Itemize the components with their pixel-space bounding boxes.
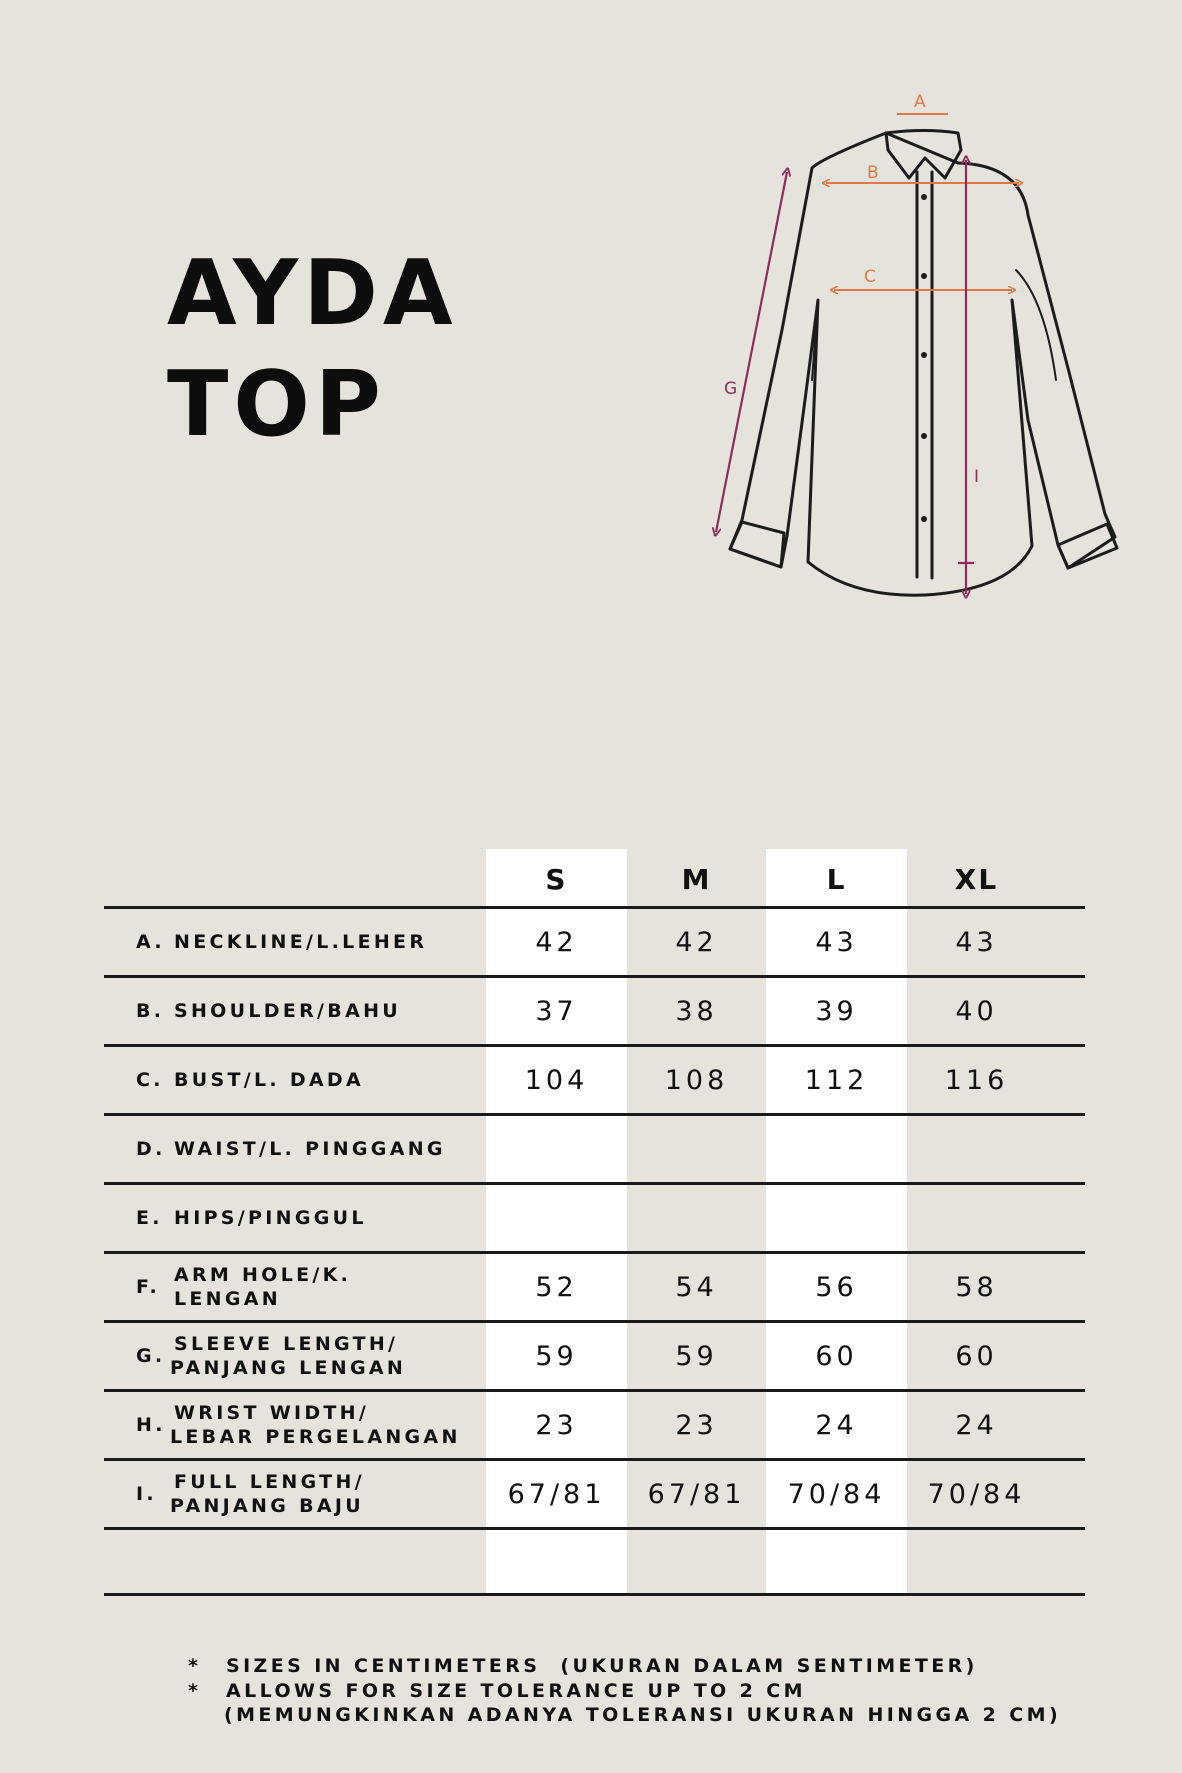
table-row: [104, 909, 1085, 975]
cell-xl: 43: [955, 926, 998, 958]
cell-xl: 24: [955, 1409, 998, 1441]
label-c: C: [864, 267, 876, 287]
row-code: F.: [136, 1276, 161, 1298]
table-row-empty: [104, 1530, 1085, 1596]
row-label: [136, 1323, 466, 1389]
cell-s: [486, 1116, 627, 1182]
row-name-line-1: SHOULDER/BAHU: [174, 1000, 402, 1022]
row-name: [174, 1263, 466, 1311]
cell-m: 54: [675, 1271, 718, 1303]
cell-s: 104: [524, 1064, 589, 1096]
cell-m: 67/81: [647, 1478, 746, 1510]
right-cuff: [1058, 524, 1117, 568]
note-text: SIZES IN CENTIMETERS (UKURAN DALAM SENTIMETER): [226, 1655, 978, 1677]
row-name-line-1: HIPS/PINGGUL: [174, 1207, 367, 1229]
cell-m: 59: [675, 1340, 718, 1372]
row-name-line-1: FULL LENGTH/: [174, 1471, 365, 1493]
label-a: A: [914, 92, 926, 112]
cell-m: [626, 1116, 767, 1182]
size-header-xl: XL: [954, 863, 999, 896]
cell-m: 108: [664, 1064, 729, 1096]
row-name: [170, 1332, 407, 1380]
row-name: [174, 1137, 446, 1161]
cell-s: 37: [535, 995, 578, 1027]
row-code: B.: [136, 1000, 165, 1022]
table-bottom-border: [104, 1593, 1085, 1596]
cell-l: 24: [815, 1409, 858, 1441]
cell-m: 38: [675, 995, 718, 1027]
cell-s: [486, 1530, 627, 1596]
row-name-line-1: NECKLINE/L.LEHER: [174, 931, 428, 953]
cell-l: 60: [815, 1340, 858, 1372]
row-name: [170, 1401, 461, 1449]
note-bullet: [188, 1703, 224, 1728]
row-label: [136, 1392, 466, 1458]
cell-s: 42: [535, 926, 578, 958]
label-b: B: [867, 163, 879, 183]
table-row: [104, 1392, 1085, 1458]
buttons: [921, 194, 927, 522]
cell-xl: 60: [955, 1340, 998, 1372]
cell-l: 70/84: [787, 1478, 886, 1510]
cell-l: 39: [815, 995, 858, 1027]
row-code: G.: [136, 1345, 166, 1367]
cell-s: 59: [535, 1340, 578, 1372]
product-title-line-2: TOP: [167, 352, 386, 457]
table-row: [104, 1185, 1085, 1251]
cell-xl: 70/84: [927, 1478, 1026, 1510]
cell-xl: 58: [955, 1271, 998, 1303]
row-name: [174, 1068, 364, 1092]
table-row: [104, 1116, 1085, 1182]
row-code: A.: [136, 931, 165, 953]
table-row: [104, 1047, 1085, 1113]
left-cuff: [730, 522, 784, 567]
right-seam: [1016, 270, 1056, 380]
row-label: [136, 1254, 466, 1320]
note-item: [188, 1679, 1061, 1704]
cell-l: 112: [804, 1064, 869, 1096]
table-row: [104, 1323, 1085, 1389]
row-label: [136, 1185, 466, 1251]
row-name-line-1: SLEEVE LENGTH/: [174, 1333, 399, 1355]
product-title: [167, 238, 458, 460]
row-name-line-1: WRIST WIDTH/: [174, 1402, 370, 1424]
shirt-outline: [730, 131, 1117, 596]
cell-l: 56: [815, 1271, 858, 1303]
row-name: [174, 999, 401, 1023]
row-code: H.: [136, 1414, 166, 1436]
cell-m: [626, 1185, 767, 1251]
note-bullet: *: [188, 1655, 202, 1677]
label-i: I: [974, 467, 980, 487]
table-row: [104, 978, 1085, 1044]
table-row: [104, 1461, 1085, 1527]
cell-s: 23: [535, 1409, 578, 1441]
cell-xl: [906, 1185, 1047, 1251]
cell-m: [626, 1530, 767, 1596]
row-name-line-2: LEBAR PERGELANGAN: [170, 1426, 461, 1448]
row-name: [170, 1470, 365, 1518]
row-name-line-1: BUST/L. DADA: [174, 1069, 364, 1091]
width-measurements: [826, 114, 1019, 290]
note-item: [188, 1654, 1061, 1679]
size-notes: [188, 1654, 1061, 1728]
length-measurements: [716, 160, 974, 594]
table-row: [104, 1254, 1085, 1320]
cell-m: 23: [675, 1409, 718, 1441]
row-name-line-1: ARM HOLE/K. LENGAN: [174, 1264, 352, 1310]
row-name-line-1: WAIST/L. PINGGANG: [174, 1138, 446, 1160]
row-name: [174, 930, 427, 954]
cell-s: [486, 1185, 627, 1251]
row-label: [136, 978, 466, 1044]
row-code: I.: [136, 1483, 157, 1505]
cell-l: [766, 1185, 907, 1251]
size-header-m: M: [681, 863, 712, 896]
cell-xl: [906, 1116, 1047, 1182]
note-text: ALLOWS FOR SIZE TOLERANCE UP TO 2 CM: [226, 1679, 806, 1702]
row-code: C.: [136, 1069, 164, 1091]
note-item: [188, 1703, 1061, 1728]
cell-l: [766, 1530, 907, 1596]
row-label: [136, 1116, 466, 1182]
row-label: [136, 1047, 466, 1113]
note-text: (MEMUNGKINKAN ADANYA TOLERANSI UKURAN HINGGA 2 CM): [224, 1704, 1062, 1726]
size-header-s: S: [545, 863, 568, 896]
row-code: D.: [136, 1138, 166, 1160]
cell-m: 42: [675, 926, 718, 958]
cell-l: 43: [815, 926, 858, 958]
label-g: G: [724, 379, 738, 399]
row-code: E.: [136, 1207, 163, 1229]
cell-s: 67/81: [507, 1478, 606, 1510]
row-label: [136, 1461, 466, 1527]
cell-xl: 40: [955, 995, 998, 1027]
row-label: [136, 1530, 466, 1596]
size-header-l: L: [826, 863, 847, 896]
cell-s: 52: [535, 1271, 578, 1303]
cell-xl: 116: [944, 1064, 1009, 1096]
row-name-line-2: PANJANG BAJU: [170, 1495, 364, 1517]
note-bullet: *: [188, 1679, 202, 1702]
row-name-line-2: PANJANG LENGAN: [170, 1357, 407, 1379]
cell-l: [766, 1116, 907, 1182]
size-chart-table: [104, 849, 1085, 1596]
product-title-line-1: AYDA: [167, 241, 458, 346]
shirt-measurement-diagram: [700, 80, 1130, 650]
shirt-body-outline: [730, 133, 1115, 595]
cell-xl: [906, 1530, 1047, 1596]
row-label: [136, 909, 466, 975]
row-name: [174, 1206, 367, 1230]
